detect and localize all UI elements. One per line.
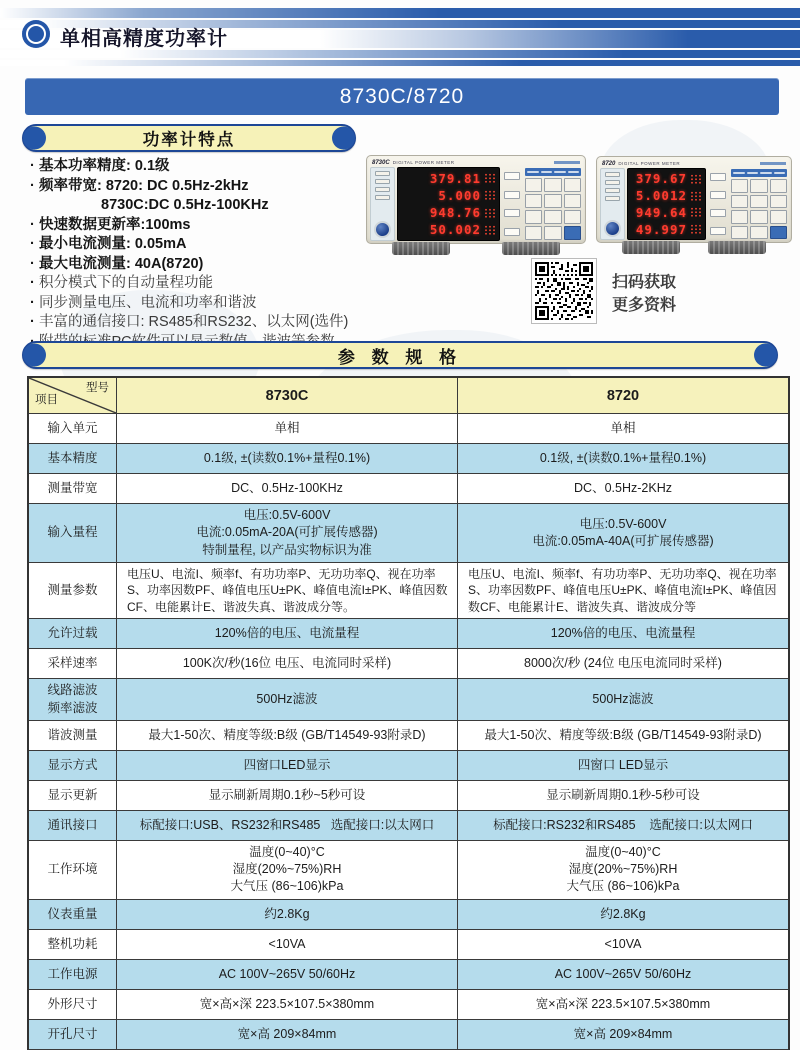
device-photo-8730c: [366, 155, 586, 255]
spec-value: [458, 811, 788, 841]
device-window-button: [504, 191, 520, 199]
spec-value: [458, 619, 788, 649]
qr-code-image: [535, 262, 593, 320]
device-left-panel: [370, 167, 395, 241]
device-photo-8720: [596, 156, 792, 254]
display-row: [631, 205, 702, 221]
led-indicator-dots: [690, 191, 702, 201]
led-indicator-dots: [484, 208, 496, 218]
device-top-right-label: [554, 161, 580, 164]
value-line: DC、0.5Hz-2KHz: [574, 480, 672, 495]
specs-heading: 参 数 规 格: [337, 347, 463, 367]
table-row: [29, 841, 788, 900]
led-indicator-dots: [484, 173, 496, 183]
spec-value: [458, 563, 788, 620]
table-row: [29, 563, 788, 620]
value-line: 湿度(20%~75%)RH: [232, 862, 342, 877]
keypad-button: [750, 226, 767, 240]
keypad-button: [750, 179, 767, 193]
label-line: 仪表重量: [47, 906, 98, 921]
value-line: 大气压 (86~106)kPa: [230, 879, 344, 894]
row-label: [29, 781, 117, 811]
device-main: [370, 167, 582, 241]
device-window-button: [504, 172, 520, 180]
device-foot: [392, 242, 450, 255]
keypad-header-key: [733, 172, 745, 175]
device-window-button: [710, 173, 726, 181]
value-line: 宽×高 209×84mm: [573, 1026, 673, 1041]
keypad-button: [731, 226, 748, 240]
keypad-button: [544, 226, 561, 240]
device-window-button: [710, 227, 726, 235]
feature-item: [30, 294, 370, 314]
device-window-button: [504, 228, 520, 236]
led-reading: 5.0012: [635, 188, 687, 204]
keypad-button: [731, 210, 748, 224]
value-line: 电流:0.05mA-40A(可扩展传感器): [532, 533, 714, 548]
spec-value: [117, 811, 458, 841]
led-reading: 379.81: [429, 170, 481, 186]
device-window-button: [710, 209, 726, 217]
display-row: [631, 221, 702, 237]
value-line: AC 100V~265V 50/60Hz: [554, 966, 692, 981]
value-line: 120%倍的电压、电流量程: [214, 626, 360, 641]
value-line: 电压:0.5V-600V: [243, 508, 331, 522]
spec-value: [117, 900, 458, 930]
device-body: [366, 155, 586, 244]
label-line: 显示方式: [47, 757, 98, 772]
keypad-button: [525, 194, 542, 208]
feature-item: [30, 177, 370, 197]
value-line: 显示刷新周期0.1秒-5秒可设: [546, 787, 700, 802]
spec-table: [27, 376, 790, 1050]
device-model-text: 8720: [602, 160, 616, 167]
label-line: 频率滤波: [47, 700, 98, 715]
features-section-header: [22, 124, 356, 152]
device-title-text: DIGITAL POWER METER: [392, 160, 455, 165]
device-model-text: 8730C: [372, 159, 390, 166]
keypad-button: [564, 210, 581, 224]
value-line: 电压:0.5V-600V: [579, 516, 667, 531]
feature-subtext: 8730C:DC 0.5Hz-100KHz: [101, 197, 269, 213]
value-line: 标配接口:USB、RS232和RS485 选配接口:以太网口: [139, 817, 435, 832]
bullet-glyph: ·: [30, 314, 35, 330]
label-line: 显示更新: [47, 787, 98, 802]
keypad-grid: [525, 178, 581, 240]
row-label: [29, 414, 117, 444]
table-row: [29, 990, 788, 1020]
bullet-glyph: ·: [30, 294, 35, 311]
feature-item: [30, 216, 370, 236]
value-line: 标配接口:RS232和RS485 选配接口:以太网口: [493, 817, 753, 832]
bullet-glyph: ·: [30, 158, 35, 174]
led-reading: 50.002: [429, 222, 481, 238]
spec-value: [458, 504, 788, 563]
value-line: 温度(0~40)°C: [585, 844, 661, 859]
feature-item: [30, 313, 370, 333]
value-line: 宽×高×深 223.5×107.5×380mm: [199, 996, 375, 1011]
page-title: 单相高精度功率计: [60, 28, 228, 50]
table-row: [29, 414, 788, 444]
device-button-column: [502, 167, 522, 241]
value-line: 湿度(20%~75%)RH: [568, 862, 678, 877]
value-line: 宽×高×深 223.5×107.5×380mm: [535, 996, 711, 1011]
value-line: <10VA: [604, 936, 642, 951]
device-keypad: [524, 167, 582, 241]
capsule-end-icon: [332, 127, 355, 150]
label-line: 测量带宽: [47, 480, 98, 495]
value-line: 四窗口 LED显示: [577, 757, 669, 772]
value-line: DC、0.5Hz-100KHz: [231, 480, 343, 495]
label-line: 测量参数: [47, 582, 98, 597]
model-banner: 8730C/8720: [25, 78, 779, 115]
table-row: [29, 474, 788, 504]
keypad-button: [525, 226, 542, 240]
spec-value: [458, 679, 788, 721]
qr-caption-line1: 扫码获取: [612, 274, 677, 291]
device-knob: [604, 220, 621, 237]
feature-text: 快速数据更新率:100ms: [39, 216, 191, 233]
feature-item: [30, 274, 370, 294]
row-label: [29, 990, 117, 1020]
row-label: [29, 930, 117, 960]
value-line: 500Hz滤波: [256, 692, 318, 707]
spec-value: [117, 414, 458, 444]
row-label: [29, 474, 117, 504]
keypad-button: [564, 178, 581, 192]
table-row: [29, 721, 788, 751]
spec-value: [117, 504, 458, 563]
device-foot: [502, 242, 560, 255]
value-line: 500Hz滤波: [592, 692, 654, 707]
corner-label-item: 项目: [35, 394, 58, 407]
spec-value: [117, 930, 458, 960]
row-label: [29, 504, 117, 563]
keypad-header: [525, 168, 581, 176]
keypad-button: [770, 195, 787, 209]
device-main: [600, 168, 788, 240]
device-window-button: [710, 191, 726, 199]
value-line: 显示刷新周期0.1秒~5秒可设: [208, 787, 366, 802]
spec-value: [117, 721, 458, 751]
keypad-button: [770, 210, 787, 224]
spec-value: [117, 444, 458, 474]
table-row: [29, 960, 788, 990]
label-line: 开孔尺寸: [47, 1026, 98, 1041]
device-led-display: [627, 168, 706, 240]
column-header: 8730C: [117, 378, 458, 414]
display-row: [401, 205, 496, 221]
value-line: 0.1级, ±(读数0.1%+量程0.1%): [203, 450, 371, 465]
keypad-button: [770, 226, 787, 240]
spec-value: [458, 444, 788, 474]
table-row: [29, 444, 788, 474]
label-line: 外形尺寸: [47, 996, 98, 1011]
row-label: [29, 721, 117, 751]
row-label: [29, 679, 117, 721]
device-small-button: [375, 171, 390, 176]
table-row: [29, 619, 788, 649]
display-row: [401, 222, 496, 238]
spec-value: [458, 781, 788, 811]
brand-circle-icon: [22, 20, 50, 48]
keypad-header: [731, 169, 787, 177]
value-line: 约2.8Kg: [600, 906, 646, 921]
value-line: 宽×高 209×84mm: [237, 1026, 337, 1041]
feature-item: [30, 255, 370, 275]
table-row: [29, 900, 788, 930]
feature-text: 最大电流测量: 40A(8720): [39, 255, 204, 272]
device-top-strip: [370, 158, 582, 167]
row-label: [29, 649, 117, 679]
device-small-button: [375, 179, 390, 184]
label-line: 工作环境: [47, 862, 98, 877]
bullet-glyph: ·: [30, 177, 35, 194]
device-keypad: [730, 168, 788, 240]
label-line: 通讯接口: [47, 817, 98, 832]
spec-value: [458, 474, 788, 504]
display-row: [401, 170, 496, 186]
device-small-button: [605, 196, 620, 201]
label-line: 工作电源: [47, 966, 98, 981]
keypad-header-key: [760, 172, 772, 175]
table-row: [29, 930, 788, 960]
row-label: [29, 619, 117, 649]
label-line: 采样速率: [47, 656, 98, 671]
device-foot: [622, 241, 680, 254]
qr-code: [531, 258, 597, 324]
spec-value: [117, 679, 458, 721]
spec-value: [458, 841, 788, 900]
header-stripe: [0, 60, 800, 66]
header-stripe: [0, 8, 800, 18]
feature-text: 最小电流测量: 0.05mA: [39, 236, 187, 252]
device-top-right-label: [760, 162, 786, 165]
label-line: 线路滤波: [47, 683, 98, 698]
keypad-header-key: [774, 172, 786, 175]
row-label: [29, 1020, 117, 1050]
value-line: 四窗口LED显示: [243, 757, 331, 772]
device-small-button: [605, 172, 620, 177]
feature-text: 丰富的通信接口: RS485和RS232、以太网(选件): [39, 314, 349, 330]
value-line: 单相: [274, 420, 300, 435]
keypad-button: [731, 179, 748, 193]
row-label: [29, 751, 117, 781]
table-header-row: [29, 378, 788, 414]
value-line: 最大1-50次、精度等级:B级 (GB/T14549-93附录D): [484, 727, 762, 742]
row-label: [29, 811, 117, 841]
device-title-text: DIGITAL POWER METER: [618, 161, 681, 166]
feature-text: 频率带宽: 8720: DC 0.5Hz-2kHz: [39, 177, 249, 194]
features-heading: 功率计特点: [142, 131, 236, 149]
value-line: AC 100V~265V 50/60Hz: [218, 966, 356, 981]
bullet-glyph: ·: [30, 255, 35, 272]
value-line: 电压U、电流I、频率f、有功功率P、无功功率Q、视在功率S、功率因数PF、峰值电压U±PK、峰值电流I±PK、峰值因数CF、电能累计E、谐波失真、谐波成分等: [468, 566, 777, 614]
qr-caption-line2: 更多资料: [612, 297, 677, 314]
spec-value: [117, 751, 458, 781]
value-line: 约2.8Kg: [264, 906, 310, 921]
row-label: [29, 841, 117, 900]
label-line: 整机功耗: [47, 936, 98, 951]
label-line: 基本精度: [47, 450, 98, 465]
value-line: 温度(0~40)°C: [249, 844, 325, 859]
keypad-header-key: [568, 171, 580, 174]
corner-cell: [29, 378, 117, 414]
spec-value: [458, 930, 788, 960]
spec-value: [117, 841, 458, 900]
table-row: [29, 781, 788, 811]
keypad-button: [750, 195, 767, 209]
keypad-button: [564, 226, 581, 240]
value-line: 电压U、电流I、频率f、有功功率P、无功功率Q、视在功率S、功率因数PF、峰值电压U±PK、峰值电流I±PK、峰值因数CF、电能累计E、谐波失真、谐波成分等。: [127, 566, 448, 614]
value-line: 单相: [610, 420, 636, 435]
keypad-grid: [731, 179, 787, 239]
value-line: 0.1级, ±(读数0.1%+量程0.1%): [539, 450, 707, 465]
keypad-header-key: [541, 171, 553, 174]
features-list: [30, 157, 370, 352]
spec-value: [117, 990, 458, 1020]
keypad-button: [544, 210, 561, 224]
spec-value: [458, 414, 788, 444]
table-row: [29, 679, 788, 721]
led-indicator-dots: [690, 174, 702, 184]
row-label: [29, 900, 117, 930]
label-line: 谐波测量: [47, 727, 98, 742]
corner-label-model: 型号: [86, 382, 109, 394]
device-button-column: [708, 168, 728, 240]
led-indicator-dots: [484, 225, 496, 235]
led-reading: 948.76: [429, 205, 481, 221]
value-line: 8000次/秒 (24位 电压电流同时采样): [524, 656, 722, 671]
spec-value: [458, 751, 788, 781]
table-row: [29, 811, 788, 841]
value-line: 100K次/秒(16位 电压、电流同时采样): [182, 656, 392, 671]
device-top-strip: [600, 159, 788, 168]
value-line: 电流:0.05mA-20A(可扩展传感器): [196, 525, 378, 540]
table-row: [29, 1020, 788, 1050]
capsule-end-icon: [754, 344, 777, 367]
spec-value: [117, 1020, 458, 1050]
feature-item: [30, 157, 370, 177]
qr-caption: [612, 271, 676, 317]
value-line: 大气压 (86~106)kPa: [566, 879, 680, 894]
keypad-header-key: [554, 171, 566, 174]
spec-value: [458, 649, 788, 679]
table-row: [29, 504, 788, 563]
column-header: 8720: [458, 378, 788, 414]
device-small-button: [375, 187, 390, 192]
keypad-button: [750, 210, 767, 224]
device-small-button: [605, 180, 620, 185]
feature-text: 基本功率精度: 0.1级: [39, 158, 170, 174]
spec-value: [458, 721, 788, 751]
value-line: <10VA: [268, 936, 306, 951]
keypad-header-key: [527, 171, 539, 174]
bullet-glyph: ·: [30, 236, 35, 252]
device-small-button: [605, 188, 620, 193]
bullet-glyph: ·: [30, 216, 35, 233]
device-feet: [596, 241, 792, 254]
value-line: 特制量程, 以产品实物标识为准: [202, 542, 372, 557]
table-row: [29, 649, 788, 679]
feature-item: [30, 235, 370, 255]
keypad-button: [544, 178, 561, 192]
keypad-button: [564, 194, 581, 208]
keypad-button: [525, 178, 542, 192]
keypad-button: [731, 195, 748, 209]
keypad-button: [770, 179, 787, 193]
spec-value: [117, 960, 458, 990]
spec-value: [117, 781, 458, 811]
spec-value: [458, 960, 788, 990]
device-body: [596, 156, 792, 243]
led-reading: 949.64: [635, 204, 687, 220]
spec-value: [117, 563, 458, 620]
spec-value: [117, 619, 458, 649]
header-stripe: [0, 50, 800, 58]
row-label: [29, 444, 117, 474]
keypad-button: [525, 210, 542, 224]
feature-text: 同步测量电压、电流和功率和谐波: [39, 294, 257, 311]
feature-text: 积分模式下的自动量程功能: [39, 275, 213, 291]
specs-section-header: [22, 341, 778, 369]
label-line: 输入单元: [47, 420, 98, 435]
display-row: [401, 187, 496, 203]
spec-value: [458, 900, 788, 930]
row-label: [29, 563, 117, 620]
led-indicator-dots: [690, 224, 702, 234]
label-line: 输入量程: [47, 525, 98, 540]
device-feet: [366, 242, 586, 255]
device-knob: [374, 221, 391, 238]
led-indicator-dots: [484, 190, 496, 200]
led-reading: 379.67: [635, 171, 687, 187]
keypad-header-key: [747, 172, 759, 175]
value-line: 120%倍的电压、电流量程: [550, 626, 696, 641]
spec-value: [458, 1020, 788, 1050]
led-reading: 5.000: [438, 187, 481, 203]
bullet-glyph: ·: [30, 275, 35, 291]
led-indicator-dots: [690, 207, 702, 217]
row-label: [29, 960, 117, 990]
device-window-button: [504, 209, 520, 217]
capsule-end-icon: [23, 127, 46, 150]
table-row: [29, 751, 788, 781]
keypad-button: [544, 194, 561, 208]
device-led-display: [397, 167, 500, 241]
spec-value: [458, 990, 788, 1020]
display-row: [631, 188, 702, 204]
display-row: [631, 171, 702, 187]
capsule-end-icon: [23, 344, 46, 367]
device-left-panel: [600, 168, 625, 240]
spec-value: [117, 649, 458, 679]
device-small-button: [375, 195, 390, 200]
device-foot: [708, 241, 766, 254]
value-line: 最大1-50次、精度等级:B级 (GB/T14549-93附录D): [148, 727, 426, 742]
led-reading: 49.997: [635, 221, 687, 237]
label-line: 允许过载: [47, 626, 98, 641]
spec-value: [117, 474, 458, 504]
